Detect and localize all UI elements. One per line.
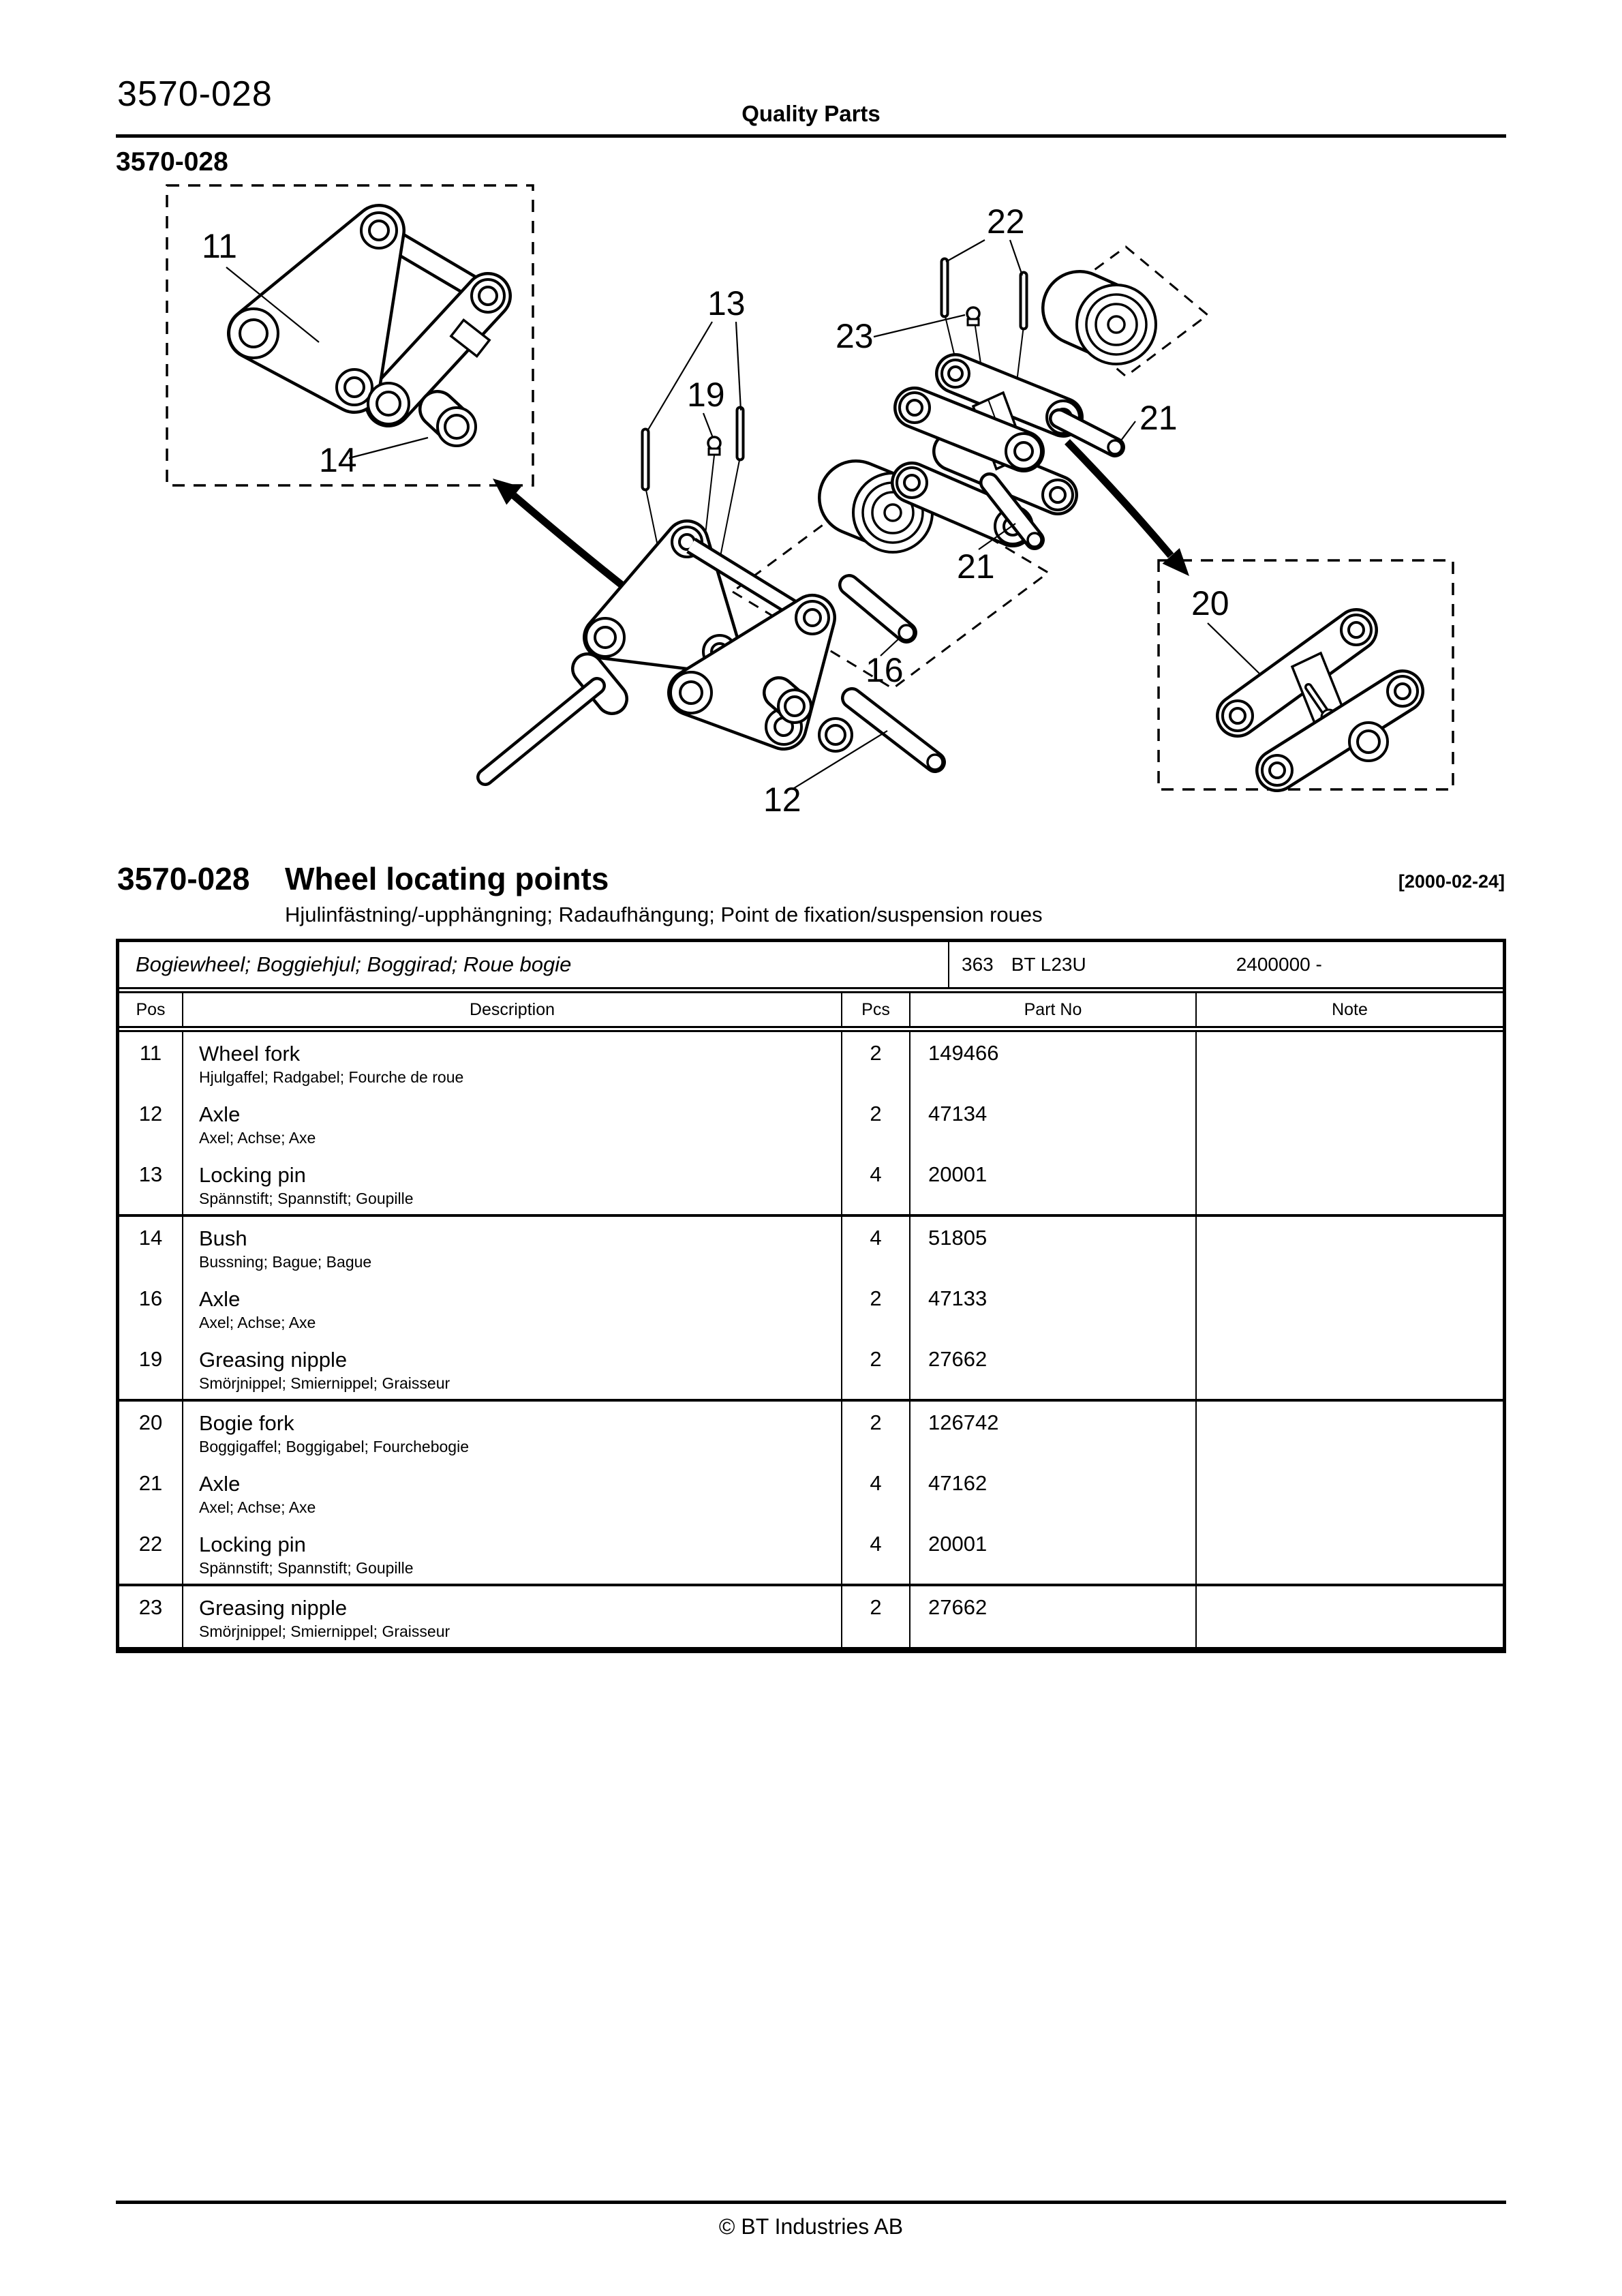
row-note — [1196, 1278, 1503, 1338]
row-note — [1196, 1215, 1503, 1278]
truck-type: BT L23U — [1011, 954, 1086, 975]
row-part-no: 51805 — [910, 1215, 1196, 1278]
row-description: Locking pin — [199, 1532, 306, 1556]
row-description-cell — [183, 1585, 842, 1648]
serial-range: 2400000 - — [1236, 954, 1322, 975]
bogie-fork-drawing — [1223, 615, 1418, 785]
callout-leader — [349, 438, 428, 458]
axle-handle-drawing — [485, 669, 612, 777]
row-pos: 23 — [119, 1585, 183, 1648]
table-header-row — [119, 993, 1503, 1029]
footer-rule — [116, 2201, 1506, 2204]
bush-drawing — [438, 408, 476, 446]
parts-diagram — [0, 174, 1622, 849]
callout-19: 19 — [687, 376, 725, 414]
row-description-cell — [183, 1278, 842, 1338]
left-detail-box — [167, 185, 533, 485]
row-description-cell — [183, 1215, 842, 1278]
callout-leader — [946, 240, 985, 262]
row-description: Bogie fork — [199, 1411, 294, 1435]
row-description: Greasing nipple — [199, 1348, 348, 1372]
diagram-section-number: 3570-028 — [116, 147, 228, 177]
row-part-no: 47162 — [910, 1462, 1196, 1523]
row-part-no: 27662 — [910, 1585, 1196, 1648]
row-part-no: 47133 — [910, 1278, 1196, 1338]
col-header-description: Description — [183, 993, 842, 1029]
row-part-no: 20001 — [910, 1523, 1196, 1585]
table-row — [119, 1585, 1503, 1648]
greasing-nipple-drawing — [708, 437, 720, 455]
callout-13: 13 — [707, 284, 746, 322]
bogie-roller-drawing — [1077, 285, 1156, 364]
row-description: Locking pin — [199, 1163, 306, 1187]
footer-copyright: © BT Industries AB — [718, 2214, 904, 2239]
table-row — [119, 1029, 1503, 1093]
axle-16-drawing — [849, 585, 914, 640]
row-part-no: 149466 — [910, 1029, 1196, 1093]
table-row — [119, 1462, 1503, 1523]
callout-leader — [1119, 421, 1135, 443]
row-description-cell — [183, 1093, 842, 1153]
row-description-cell — [183, 1523, 842, 1585]
row-description: Axle — [199, 1472, 241, 1496]
header-rule — [116, 134, 1506, 138]
callout-21b: 21 — [957, 547, 995, 586]
row-translations: Axel; Achse; Axe — [199, 1129, 316, 1147]
row-pcs: 2 — [842, 1278, 910, 1338]
parts-table-body — [119, 1029, 1503, 1649]
wheel-fork-rear-drawing — [586, 527, 736, 668]
greasing-nipple-drawing — [967, 307, 979, 325]
section-title: Wheel locating points — [285, 861, 609, 896]
callout-23: 23 — [836, 317, 874, 355]
col-header-pcs: Pcs — [842, 993, 910, 1029]
table-row — [119, 1400, 1503, 1462]
row-part-no: 126742 — [910, 1400, 1196, 1462]
callout-22: 22 — [987, 202, 1025, 241]
callout-16: 16 — [866, 651, 904, 689]
row-note — [1196, 1153, 1503, 1215]
callout-leader — [703, 413, 713, 438]
row-pcs: 4 — [842, 1153, 910, 1215]
callout-20: 20 — [1191, 584, 1229, 622]
row-note — [1196, 1338, 1503, 1400]
model-code: 363 — [962, 954, 994, 975]
col-header-note: Note — [1196, 993, 1503, 1029]
row-pos: 20 — [138, 1410, 163, 1434]
row-note — [1196, 1462, 1503, 1523]
right-detail-box — [1159, 560, 1453, 789]
table-row — [119, 1278, 1503, 1338]
table-row — [119, 1153, 1503, 1215]
callout-leader — [874, 315, 965, 337]
row-description: Greasing nipple — [199, 1596, 348, 1620]
locking-pin-drawing — [645, 410, 740, 487]
section-number: 3570-028 — [117, 861, 250, 896]
row-translations: Smörjnippel; Smiernippel; Graisseur — [199, 1374, 450, 1392]
row-pcs: 2 — [842, 1585, 910, 1648]
section-date: [2000-02-24] — [1398, 871, 1505, 892]
wheel-fork-drawing — [229, 213, 504, 424]
callout-12: 12 — [763, 781, 801, 819]
row-pos: 21 — [138, 1471, 163, 1495]
row-pos: 13 — [119, 1153, 183, 1215]
row-pcs: 4 — [842, 1523, 910, 1585]
callout-leader — [736, 322, 741, 410]
row-translations: Hjulgaffel; Radgabel; Fourche de roue — [199, 1068, 464, 1086]
row-translations: Spännstift; Spannstift; Goupille — [199, 1559, 414, 1577]
row-pos: 11 — [139, 1041, 162, 1065]
zoom-arrow-right — [1067, 442, 1189, 576]
row-description-cell — [183, 1462, 842, 1523]
row-note — [1196, 1523, 1503, 1585]
row-translations: Axel; Achse; Axe — [199, 1314, 316, 1331]
row-translations: Boggigaffel; Boggigabel; Fourchebogie — [199, 1438, 469, 1455]
row-description-cell — [183, 1029, 842, 1093]
row-pos: 14 — [138, 1226, 163, 1250]
row-translations: Axel; Achse; Axe — [199, 1498, 316, 1516]
section-subtitle: Hjulinfästning/-upphängning; Radaufhängung; Point de fixation/suspension roues — [285, 903, 1043, 926]
row-description-cell — [183, 1400, 842, 1462]
small-bush-drawing — [778, 690, 811, 723]
exploded-assembly-center — [485, 284, 943, 819]
table-row — [119, 1338, 1503, 1400]
row-description-cell — [183, 1153, 842, 1215]
model-code-cell — [948, 942, 1503, 987]
parts-table-title-row — [119, 942, 1503, 993]
col-header-pos: Pos — [119, 993, 183, 1029]
row-pcs: 2 — [842, 1029, 910, 1093]
row-description-cell — [183, 1338, 842, 1400]
row-translations: Smörjnippel; Smiernippel; Graisseur — [199, 1622, 450, 1640]
row-note — [1196, 1585, 1503, 1648]
row-pcs: 2 — [842, 1400, 910, 1462]
axle-12-drawing — [852, 698, 943, 770]
row-pos: 16 — [138, 1286, 163, 1310]
page-title: Quality Parts — [741, 101, 881, 126]
callout-leader — [1010, 240, 1022, 275]
callout-21: 21 — [1139, 399, 1178, 437]
row-part-no: 47134 — [910, 1093, 1196, 1153]
row-pcs: 4 — [842, 1462, 910, 1523]
row-pcs: 4 — [842, 1215, 910, 1278]
row-description: Bush — [199, 1226, 247, 1250]
row-description: Axle — [199, 1287, 241, 1311]
row-pos: 22 — [119, 1523, 183, 1585]
row-pcs: 2 — [842, 1093, 910, 1153]
callout-leader — [1208, 623, 1261, 675]
row-pcs: 2 — [842, 1338, 910, 1400]
page-doc-number: 3570-028 — [117, 74, 273, 114]
row-part-no: 27662 — [910, 1338, 1196, 1400]
model-designations: Bogiewheel; Boggiehjul; Boggirad; Roue bogie — [136, 952, 572, 976]
row-part-no: 20001 — [910, 1153, 1196, 1215]
row-translations: Bussning; Bague; Bague — [199, 1253, 372, 1271]
table-row — [119, 1215, 1503, 1278]
col-header-part-no: Part No — [910, 993, 1196, 1029]
row-description: Wheel fork — [199, 1042, 301, 1066]
row-pos: 12 — [138, 1102, 163, 1126]
row-note — [1196, 1093, 1503, 1153]
row-note — [1196, 1400, 1503, 1462]
parts-table — [116, 939, 1506, 1653]
row-note — [1196, 1029, 1503, 1093]
row-pos: 19 — [119, 1338, 183, 1400]
row-description: Axle — [199, 1102, 241, 1126]
washer-drawing — [819, 719, 852, 751]
row-translations: Spännstift; Spannstift; Goupille — [199, 1190, 414, 1207]
table-row — [119, 1093, 1503, 1153]
callout-11: 11 — [202, 227, 237, 265]
callout-14: 14 — [319, 441, 357, 479]
table-row — [119, 1523, 1503, 1585]
